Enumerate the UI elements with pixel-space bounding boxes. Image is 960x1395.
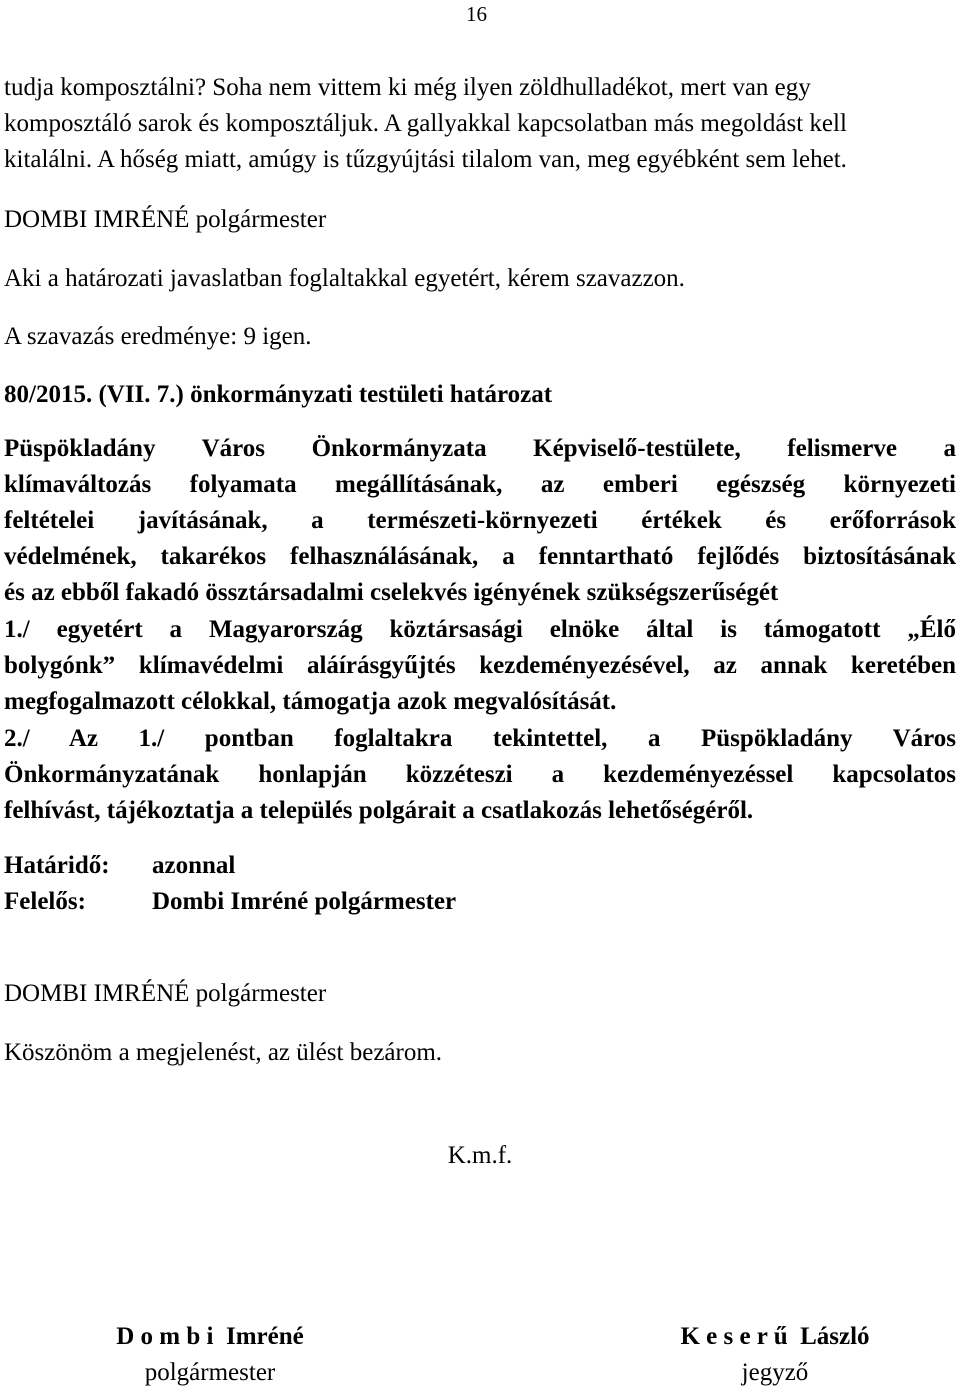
signatory-name: D o m b i Imréné <box>116 1323 304 1350</box>
signatory-title: jegyző <box>741 1359 809 1386</box>
deadline-label: Határidő: <box>4 852 110 879</box>
resolution-line: Püspökladány Város Önkormányzata Képviselő-testülete, felismerve a <box>4 435 956 462</box>
resolution-line: felhívást, tájékoztatja a település polgárait a csatlakozás lehetőségéről. <box>4 797 754 824</box>
resolution-line: Önkormányzatának honlapján közzéteszi a kezdeményezéssel kapcsolatos <box>4 761 956 788</box>
resolution-line: 2./ Az 1./ pontban foglaltakra tekintettel, a Püspökladány Város <box>4 725 956 752</box>
resolution-line: feltételei javításának, a természeti-környezeti értékek és erőforrások <box>4 507 956 534</box>
resolution-line: 1./ egyetért a Magyarország köztársasági elnöke által is támogatott „Élő <box>4 616 956 643</box>
speaker-name: DOMBI IMRÉNÉ polgármester <box>4 206 327 233</box>
paragraph-line: komposztáló sarok és komposztáljuk. A gallyakkal kapcsolatban más megoldást kell <box>4 110 847 137</box>
speaker-name: DOMBI IMRÉNÉ polgármester <box>4 980 327 1007</box>
deadline-value: azonnal <box>152 852 236 879</box>
page-number: 16 <box>466 2 487 26</box>
resolution-title: 80/2015. (VII. 7.) önkormányzati testületi határozat <box>4 381 553 408</box>
resolution-line: klímaváltozás folyamata megállításának, az emberi egészség környezeti <box>4 471 956 498</box>
responsible-value: Dombi Imréné polgármester <box>152 888 457 915</box>
resolution-line: bolygónk” klímavédelmi aláírásgyűjtés kezdeményezésével, az annak keretében <box>4 652 956 679</box>
responsible-label: Felelős: <box>4 888 86 915</box>
signatory-title: polgármester <box>144 1359 276 1386</box>
closing-statement: Köszönöm a megjelenést, az ülést bezárom. <box>4 1039 443 1066</box>
resolution-line: és az ebből fakadó össztársadalmi cselekvés igényének szükségszerűségét <box>4 579 779 606</box>
paragraph-line: tudja komposztálni? Soha nem vittem ki még ilyen zöldhulladékot, mert van egy <box>4 74 811 101</box>
paragraph-line: kitalálni. A hőség miatt, amúgy is tűzgyújtási tilalom van, meg egyébként sem lehet. <box>4 146 847 173</box>
resolution-line: megfogalmazott célokkal, támogatja azok megvalósítását. <box>4 688 617 715</box>
vote-result: A szavazás eredménye: 9 igen. <box>4 323 312 350</box>
kmf-mark: K.m.f. <box>447 1142 513 1169</box>
vote-request: Aki a határozati javaslatban foglaltakkal egyetért, kérem szavazzon. <box>4 265 685 292</box>
resolution-line: védelmének, takarékos felhasználásának, a fenntartható fejlődés biztosításának <box>4 543 956 570</box>
signatory-name: K e s e r ű László <box>680 1323 870 1350</box>
